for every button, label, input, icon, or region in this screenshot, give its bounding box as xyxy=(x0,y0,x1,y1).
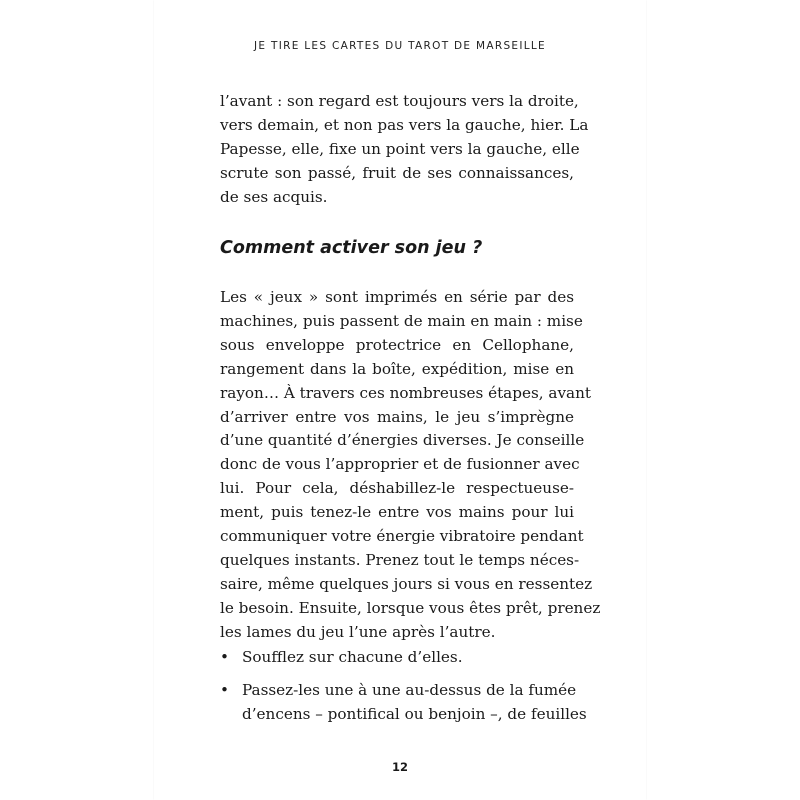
text-line: Soufflez sur chacune d’elles. xyxy=(242,648,463,666)
text-line: rangement dans la boîte, expédition, mise en xyxy=(220,359,574,378)
text-line: Papesse, elle, fixe un point vers la gauche, elle xyxy=(220,139,580,158)
bullet-list xyxy=(220,646,587,736)
text-line: scrute son passé, fruit de ses connaissances, xyxy=(220,163,574,182)
bullet-icon: • xyxy=(220,648,229,666)
text-line: sous enveloppe protectrice en Cellophane, xyxy=(220,335,574,354)
bullet-icon: • xyxy=(220,680,229,699)
text-line: d’arriver entre vos mains, le jeu s’imprègne xyxy=(220,407,574,426)
text-line: d’encens – pontifical ou benjoin –, de feuilles xyxy=(242,704,587,723)
text-line: donc de vous l’approprier et de fusionner avec xyxy=(220,455,580,474)
paragraph-2 xyxy=(220,286,601,645)
running-head: JE TIRE LES CARTES DU TAROT DE MARSEILLE xyxy=(254,40,546,52)
list-item xyxy=(220,646,574,670)
text-line: d’une quantité d’énergies diverses. Je conseille xyxy=(220,431,585,450)
section-heading: Comment activer son jeu ? xyxy=(220,238,483,258)
text-line: rayon… À travers ces nombreuses étapes, avant xyxy=(220,383,591,402)
text-line: le besoin. Ensuite, lorsque vous êtes prêt, prenez xyxy=(220,598,601,617)
paragraph-1 xyxy=(220,90,589,210)
text-line: vers demain, et non pas vers la gauche, hier. La xyxy=(220,115,589,134)
list-item xyxy=(220,679,587,727)
book-page xyxy=(154,0,646,800)
text-line: communiquer votre énergie vibratoire pendant xyxy=(220,527,584,546)
text-line: les lames du jeu l’une après l’autre. xyxy=(220,622,496,641)
text-line: saire, même quelques jours si vous en ressentez xyxy=(220,574,593,593)
text-line: ment, puis tenez-le entre vos mains pour lui xyxy=(220,503,574,522)
text-line: Les « jeux » sont imprimés en série par des xyxy=(220,288,574,306)
text-line: de ses acquis. xyxy=(220,187,328,206)
page-number: 12 xyxy=(391,760,408,774)
text-line: Passez-les une à une au-dessus de la fumée xyxy=(242,680,577,699)
text-line: machines, puis passent de main en main : mise xyxy=(220,311,583,330)
text-line: l’avant : son regard est toujours vers la droite, xyxy=(220,92,579,110)
text-line: quelques instants. Prenez tout le temps néces- xyxy=(220,550,580,569)
text-line: lui. Pour cela, déshabillez-le respectueuse- xyxy=(220,479,574,498)
